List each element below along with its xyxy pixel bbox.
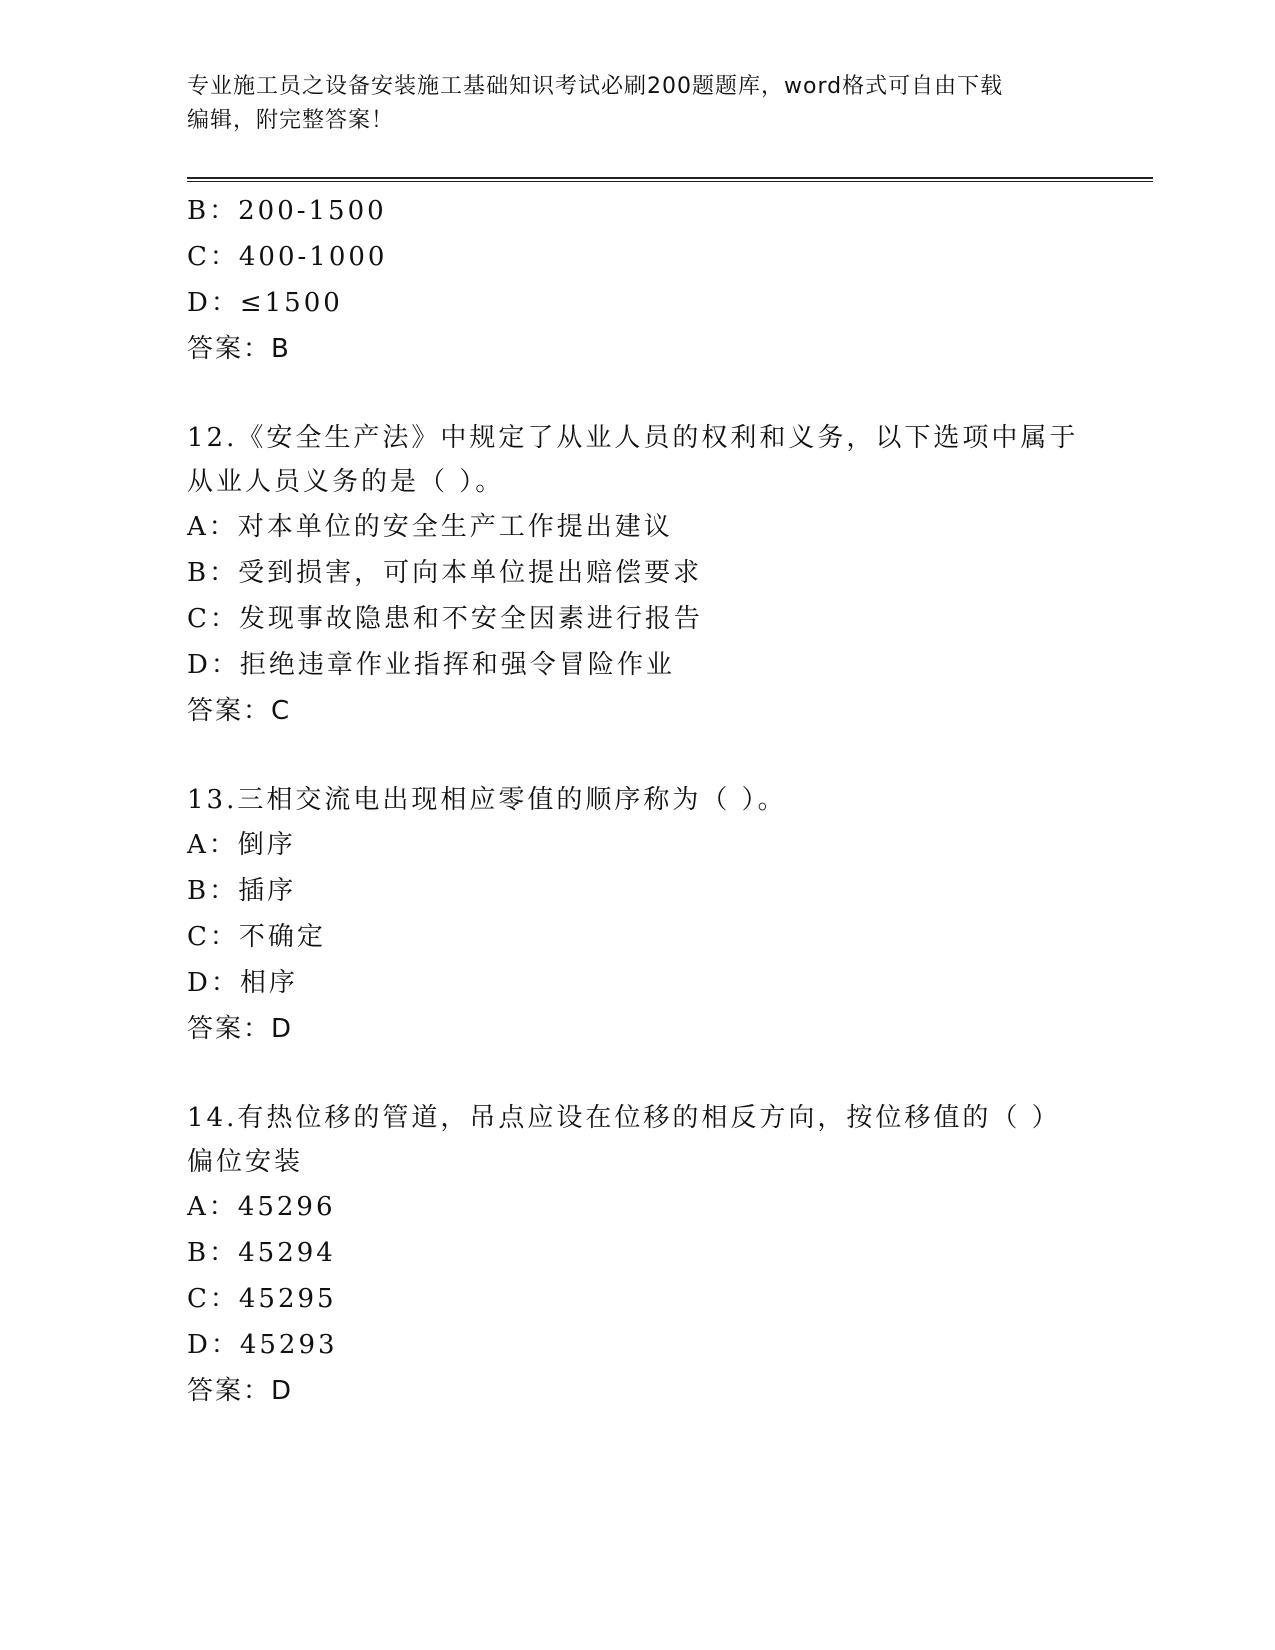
answer-line: 答案：D [187,1376,294,1406]
question-stem-line-1: 12.《安全生产法》中规定了从业人员的权利和义务，以下选项中属于 [187,423,1079,453]
option-c: C：不确定 [187,922,326,952]
question-stem-line-1: 13.三相交流电出现相应零值的顺序称为（ ）。 [187,785,787,815]
option-c: C：400-1000 [187,242,388,272]
option-c: C：发现事故隐患和不安全因素进行报告 [187,604,703,634]
option-a: A：倒序 [187,830,296,860]
header-divider [187,177,1153,179]
option-d: D：≤1500 [187,288,343,318]
question-stem-line-2: 偏位安装 [187,1147,304,1177]
answer-line: 答案：D [187,1014,294,1044]
question-12 [187,416,1087,734]
document-body [187,188,1087,1414]
option-b: B：受到损害，可向本单位提出赔偿要求 [187,558,703,588]
question-11-continuation [187,188,1087,372]
option-a: A：45296 [187,1192,336,1222]
header-title-line-1: 专业施工员之设备安装施工基础知识考试必刷200题题库，word格式可自由下载 [187,74,1004,99]
option-b: B：45294 [187,1238,336,1268]
header-title-line-2: 编辑，附完整答案！ [187,108,395,133]
question-stem-line-2: 从业人员义务的是（ ）。 [187,467,505,497]
question-stem-line-1: 14.有热位移的管道，吊点应设在位移的相反方向，按位移值的（ ） [187,1103,1061,1133]
option-d: D：45293 [187,1330,338,1360]
option-d: D：拒绝违章作业指挥和强令冒险作业 [187,650,675,680]
header-divider-thin [187,181,1153,182]
option-b: B：插序 [187,876,297,906]
option-c: C：45295 [187,1284,337,1314]
answer-line: 答案：B [187,334,291,364]
answer-line: 答案：C [187,696,292,726]
question-14 [187,1096,1087,1414]
option-d: D：相序 [187,968,298,998]
option-a: A：对本单位的安全生产工作提出建议 [187,512,673,542]
document-header [187,70,1087,138]
question-13 [187,778,1087,1052]
option-b: B：200-1500 [187,196,387,226]
